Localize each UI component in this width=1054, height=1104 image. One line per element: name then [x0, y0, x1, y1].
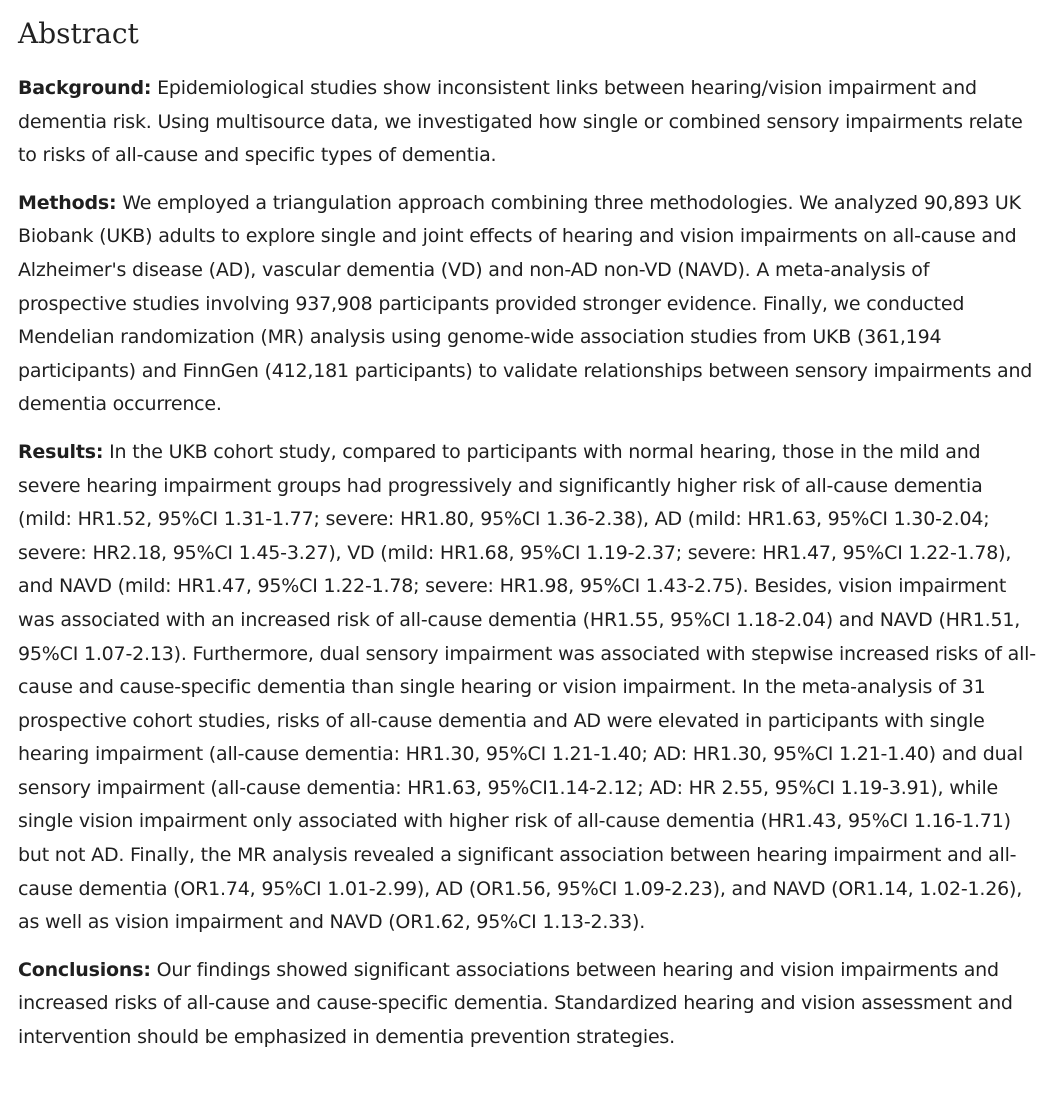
- methods-text: We employed a triangulation approach combining three methodologies. We analyzed 90,893 UK Biobank (UKB) adults to explore single and joint effects of hearing and vision impairments on all-cause and Alzheimer's disease (AD), vascular dementia (VD) and non-AD non-VD (NAVD). A meta-analysis of prospective studies involving 937,908 participants provided stronger evidence. Finally, we conducted Mendelian randomization (MR) analysis using genome-wide association studies from UKB (361,194 participants) and FinnGen (412,181 participants) to validate relationships between sensory impairments and dementia occurrence.: [18, 191, 1033, 416]
- background-label: Background:: [18, 77, 152, 99]
- methods-label: Methods:: [18, 191, 117, 214]
- results-section: [18, 436, 1036, 940]
- conclusions-section: [18, 954, 1036, 1055]
- abstract-title: Abstract: [18, 17, 139, 50]
- results-text: In the UKB cohort study, compared to participants with normal hearing, those in the mild and severe hearing impairment groups had progressively and significantly higher risk of all-cause dementia (mild: HR1.52, 95%CI 1.31-1.77; severe: HR1.80, 95%CI 1.36-2.38), AD (mild: HR1.63, 95%CI 1.30-2.04; severe: HR2.18, 95%CI 1.45-3.27), VD (mild: HR1.68, 95%CI 1.19-2.37; severe: HR1.47, 95%CI 1.22-1.78), and NAVD (mild: HR1.47, 95%CI 1.22-1.78; severe: HR1.98, 95%CI 1.43-2.75). Besides, vision impairment was associated with an increased risk of all-cause dementia (HR1.55, 95%CI 1.18-2.04) and NAVD (HR1.51, 95%CI 1.07-2.13). Furthermore, dual sensory impairment was associated with stepwise increased risks of all-cause and cause-specific dementia than single hearing or vision impairment. In the meta-analysis of 31 prospective cohort studies, risks of all-cause dementia and AD were elevated in participants with single hearing impairment (all-cause dementia: HR1.30, 95%CI 1.21-1.40; AD: HR1.30, 95%CI 1.21-1.40) and dual sensory impairment (all-cause dementia: HR1.63, 95%CI1.14-2.12; AD: HR 2.55, 95%CI 1.19-3.91), while single vision impairment only associated with higher risk of all-cause dementia (HR1.43, 95%CI 1.16-1.71) but not AD. Finally, the MR analysis revealed a significant association between hearing impairment and all-cause dementia (OR1.74, 95%CI 1.01-2.99), AD (OR1.56, 95%CI 1.09-2.23), and NAVD (OR1.14, 1.02-1.26), as well as vision impairment and NAVD (OR1.62, 95%CI 1.13-2.33).: [18, 440, 1036, 934]
- background-section: [18, 72, 1036, 173]
- conclusions-label: Conclusions:: [18, 958, 151, 981]
- conclusions-text: Our findings showed significant associations between hearing and vision impairments and increased risks of all-cause and cause-specific dementia. Standardized hearing and vision assessment and intervention should be emphasized in dementia prevention strategies.: [18, 958, 1013, 1049]
- background-text: Epidemiological studies show inconsistent links between hearing/vision impairment and dementia risk. Using multisource data, we investigated how single or combined sensory impairments relate to risks of all-cause and specific types of dementia.: [18, 77, 1023, 167]
- methods-section: [18, 187, 1036, 422]
- results-label: Results:: [18, 440, 104, 463]
